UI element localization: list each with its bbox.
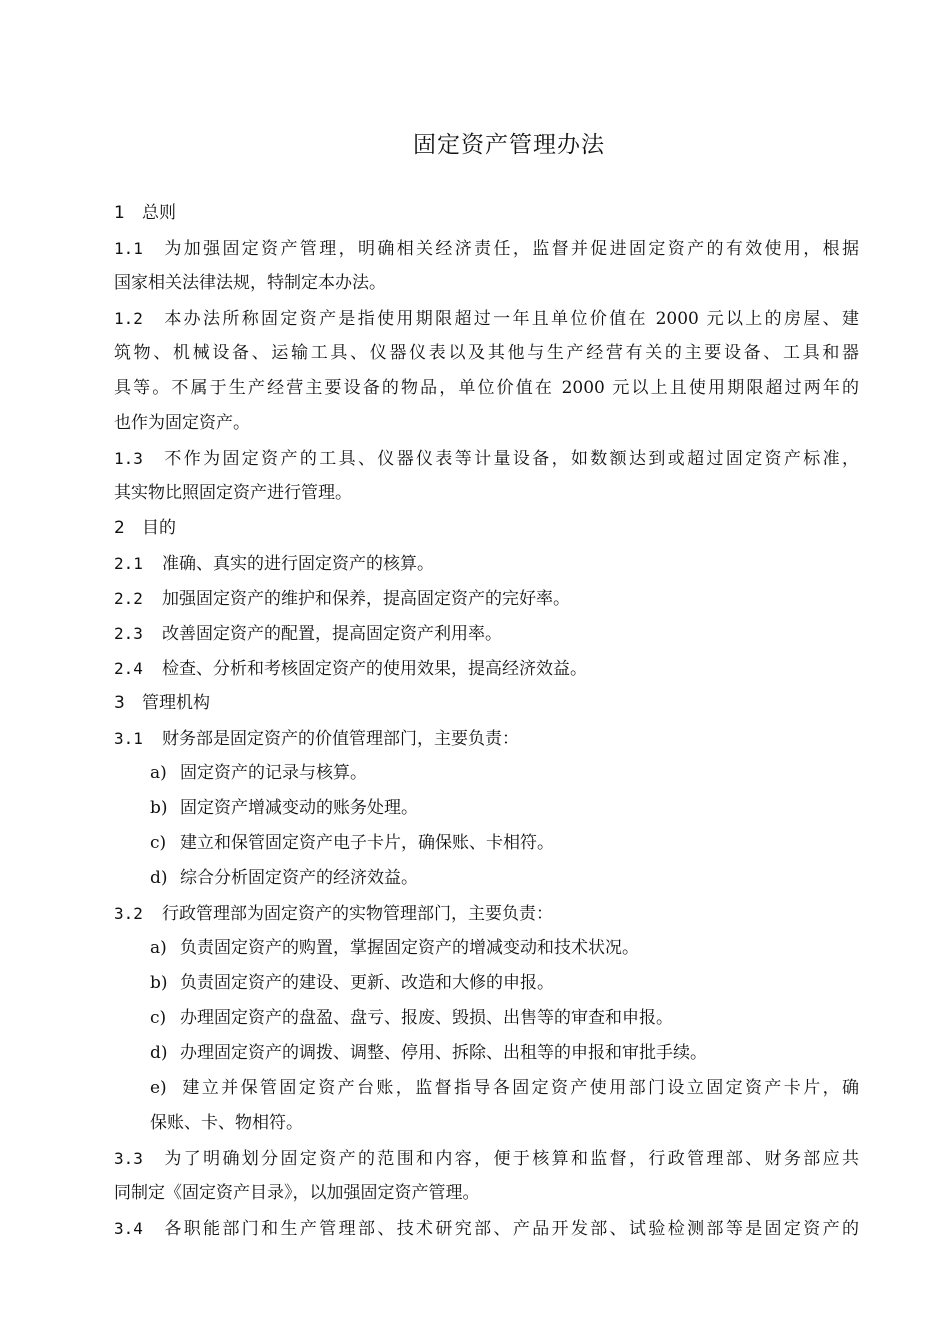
- list-item-label: b): [150, 798, 168, 818]
- list-item-text: 建立和保管固定资产电子卡片，确保账、卡相符。: [180, 833, 554, 853]
- clause-3-4-line-1: [114, 1211, 859, 1246]
- section-number: 2: [114, 518, 125, 538]
- clause-number: 2.1: [114, 554, 143, 573]
- clause-number: 2.3: [114, 624, 143, 643]
- clause-text: 检查、分析和考核固定资产的使用效果，提高经济效益。: [162, 659, 587, 679]
- clause-text: 行政管理部为固定资产的实物管理部门，主要负责：: [162, 904, 553, 924]
- section-heading-1: [114, 196, 859, 231]
- list-item-text: 固定资产增减变动的账务处理。: [180, 798, 418, 818]
- list-item-label: a): [150, 938, 167, 958]
- clause-1-3-line-2: 其实物比照固定资产进行管理。: [114, 483, 352, 503]
- list-item-label: c): [150, 833, 167, 853]
- list-item-label: b): [150, 973, 168, 993]
- clause-3-3-line-1: [114, 1141, 859, 1176]
- clause-text: 为了明确划分固定资产的范围和内容，便于核算和监督，行政管理部、财务部应共: [162, 1149, 859, 1169]
- list-item-3-1-a: [114, 756, 859, 791]
- list-item-label: c): [150, 1008, 167, 1028]
- section-number: 3: [114, 693, 125, 713]
- clause-number: 3.1: [114, 729, 143, 748]
- document-body: [114, 196, 859, 1246]
- list-item-text: 负责固定资产的购置，掌握固定资产的增减变动和技术状况。: [180, 938, 639, 958]
- clause-3-2: [114, 896, 859, 931]
- clause-text: 各职能部门和生产管理部、技术研究部、产品开发部、试验检测部等是固定资产的: [162, 1219, 859, 1239]
- clause-text: 本办法所称固定资产是指使用期限超过一年且单位价值在 2000 元以上的房屋、建: [162, 309, 859, 329]
- clause-text: 改善固定资产的配置，提高固定资产利用率。: [162, 624, 502, 644]
- list-item-label: a): [150, 763, 167, 783]
- clause-number: 3.2: [114, 904, 143, 923]
- section-title: 目的: [142, 518, 176, 538]
- list-item-text: 综合分析固定资产的经济效益。: [180, 868, 418, 888]
- list-item-3-1-b: [114, 791, 859, 826]
- clause-1-1-line-2: 国家相关法律法规，特制定本办法。: [114, 273, 386, 293]
- clause-number: 3.3: [114, 1149, 143, 1168]
- document-title: 固定资产管理办法: [413, 132, 605, 158]
- section-heading-3: [114, 686, 859, 721]
- list-item-text: 办理固定资产的调拨、调整、停用、拆除、出租等的申报和审批手续。: [180, 1043, 707, 1063]
- clause-text: 为加强固定资产管理，明确相关经济责任，监督并促进固定资产的有效使用，根据: [162, 239, 859, 259]
- clause-number: 1.2: [114, 309, 143, 328]
- list-item-text: 负责固定资产的建设、更新、改造和大修的申报。: [180, 973, 554, 993]
- list-item-3-2-c: [114, 1001, 859, 1036]
- clause-number: 1.3: [114, 449, 143, 468]
- clause-2-3: [114, 616, 859, 651]
- clause-1-2-line-3: 具等。不属于生产经营主要设备的物品，单位价值在 2000 元以上且使用期限超过两年的: [114, 378, 859, 398]
- list-item-3-2-a: [114, 931, 859, 966]
- section-title: 管理机构: [142, 693, 210, 713]
- clause-text: 财务部是固定资产的价值管理部门，主要负责：: [162, 729, 519, 749]
- list-item-label: e): [150, 1078, 167, 1098]
- clause-1-2-line-4: 也作为固定资产。: [114, 413, 250, 433]
- clause-text: 准确、真实的进行固定资产的核算。: [162, 554, 434, 574]
- list-item-3-2-e-line-2: 保账、卡、物相符。: [150, 1113, 303, 1133]
- list-item-label: d): [150, 868, 168, 888]
- list-item-text: 建立并保管固定资产台账，监督指导各固定资产使用部门设立固定资产卡片，确: [180, 1078, 859, 1098]
- list-item-text: 固定资产的记录与核算。: [180, 763, 367, 783]
- list-item-3-1-d: [114, 861, 859, 896]
- clause-1-2-line-2: 筑物、机械设备、运输工具、仪器仪表以及其他与生产经营有关的主要设备、工具和器: [114, 343, 859, 363]
- clause-text: 加强固定资产的维护和保养，提高固定资产的完好率。: [162, 589, 570, 609]
- list-item-3-2-b: [114, 966, 859, 1001]
- list-item-label: d): [150, 1043, 168, 1063]
- clause-3-3-line-2: 同制定《固定资产目录》，以加强固定资产管理。: [114, 1183, 480, 1203]
- section-heading-2: [114, 511, 859, 546]
- clause-number: 2.2: [114, 589, 143, 608]
- section-title: 总则: [142, 203, 176, 223]
- list-item-text: 办理固定资产的盘盈、盘亏、报废、毁损、出售等的审查和申报。: [180, 1008, 673, 1028]
- clause-number: 2.4: [114, 659, 143, 678]
- clause-1-3-line-1: [114, 441, 859, 476]
- list-item-3-2-e-line-1: [114, 1071, 859, 1106]
- clause-text: 不作为固定资产的工具、仪器仪表等计量设备，如数额达到或超过固定资产标准，: [162, 449, 859, 469]
- list-item-3-2-d: [114, 1036, 859, 1071]
- clause-2-4: [114, 651, 859, 686]
- clause-2-1: [114, 546, 859, 581]
- clause-3-1: [114, 721, 859, 756]
- clause-number: 1.1: [114, 239, 143, 258]
- clause-1-1-line-1: [114, 231, 859, 266]
- section-number: 1: [114, 203, 125, 223]
- clause-2-2: [114, 581, 859, 616]
- clause-number: 3.4: [114, 1219, 143, 1238]
- clause-1-2-line-1: [114, 301, 859, 336]
- list-item-3-1-c: [114, 826, 859, 861]
